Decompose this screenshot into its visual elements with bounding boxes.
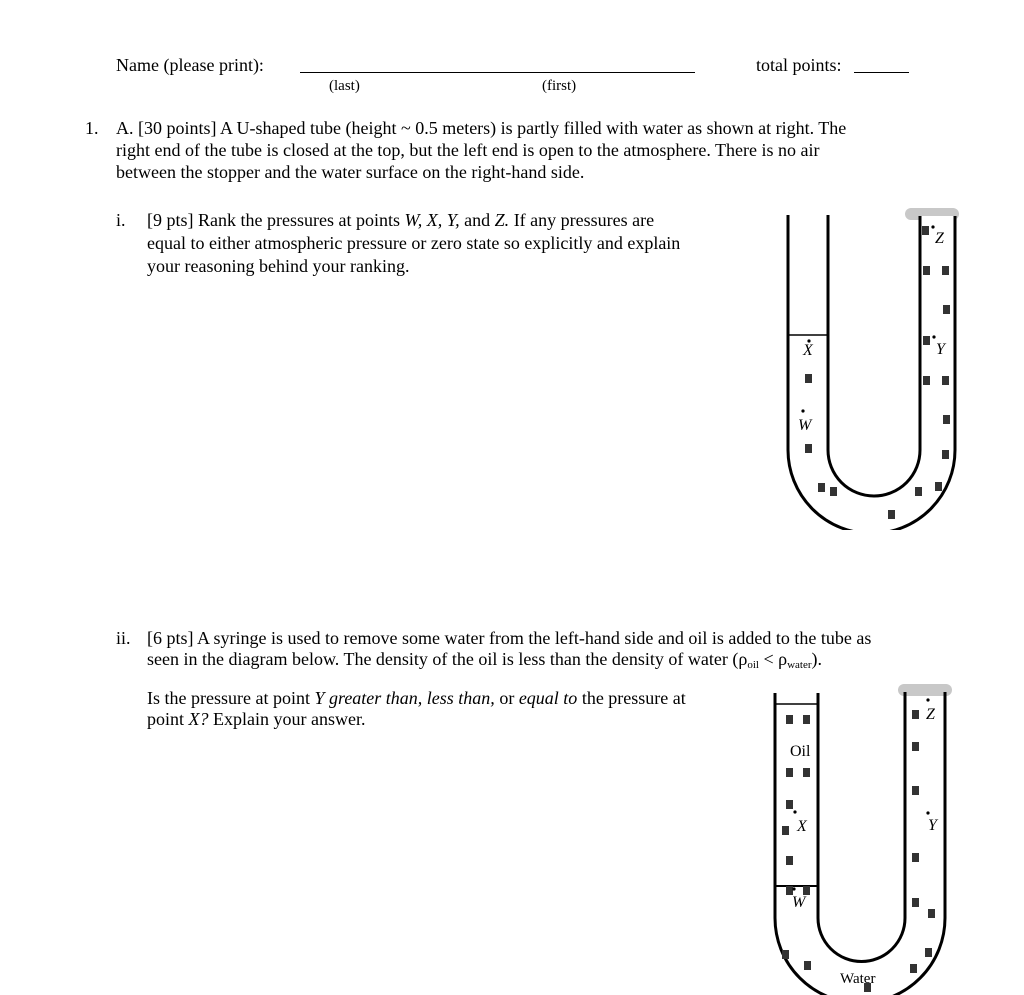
tube-inner-wall: [818, 692, 905, 961]
problem-intro-line-1: A. [30 points] A U-shaped tube (height ~ 0.5 meters) is partly filled with water as shown at right. The: [116, 118, 847, 138]
point-z-marker: [931, 225, 934, 228]
point-w-marker: [792, 887, 795, 890]
label-w: W: [798, 417, 812, 434]
tube-outer-wall: [775, 692, 945, 995]
water-label: Water: [840, 971, 876, 987]
part-i-label: i.: [116, 210, 126, 230]
label-y: Y: [928, 817, 937, 834]
part-ii-question-line-1: Is the pressure at point Y greater than, less than, or equal to the pressure at: [147, 688, 686, 708]
point-z-marker: [926, 698, 929, 701]
label-z: Z: [935, 230, 944, 247]
name-input-line[interactable]: [300, 72, 695, 73]
point-y-marker: [926, 811, 929, 814]
tube-inner-wall: [828, 215, 920, 496]
part-ii-line-2: seen in the diagram below. The density of the oil is less than the density of water $(\rho_{oil} < \rho_{water})$.: [147, 649, 823, 671]
problem-intro-line-2: right end of the tube is closed at the top, but the left end is open to the atmosphere. There is no air: [116, 140, 820, 160]
last-label: (last): [329, 78, 360, 94]
problem-number: 1.: [85, 118, 99, 138]
part-i-line-3: your reasoning behind your ranking.: [147, 256, 410, 276]
part-ii-line-1: [6 pts] A syringe is used to remove some water from the left-hand side and oil is added to the tube as: [147, 628, 872, 648]
point-y-marker: [932, 335, 935, 338]
label-z: Z: [926, 706, 935, 723]
first-label: (first): [542, 78, 577, 94]
label-y: Y: [936, 341, 945, 358]
part-i-line-1: [9 pts] Rank the pressures at points W, X, Y, and Z. If any pressures are: [147, 210, 655, 230]
total-points-label: total points:: [756, 55, 842, 75]
name-label: Name (please print):: [116, 55, 264, 75]
label-w: W: [792, 894, 806, 911]
part-i-line-2: equal to either atmospheric pressure or zero state so explicitly and explain: [147, 233, 681, 253]
problem-intro-line-3: between the stopper and the water surface on the right-hand side.: [116, 162, 585, 182]
point-w-marker: [801, 409, 804, 412]
part-ii-label: ii.: [116, 628, 131, 648]
u-tube-diagram-2: [770, 678, 970, 995]
water-fill: [788, 216, 955, 530]
part-ii-question-line-2: point X? Explain your answer.: [147, 709, 366, 729]
total-points-input-line[interactable]: [854, 72, 909, 73]
label-x: X: [803, 342, 813, 359]
oil-label: Oil: [790, 743, 811, 760]
label-x: X: [797, 818, 807, 835]
u-tube-diagram-1: [770, 200, 970, 530]
point-x-marker: [793, 810, 796, 813]
